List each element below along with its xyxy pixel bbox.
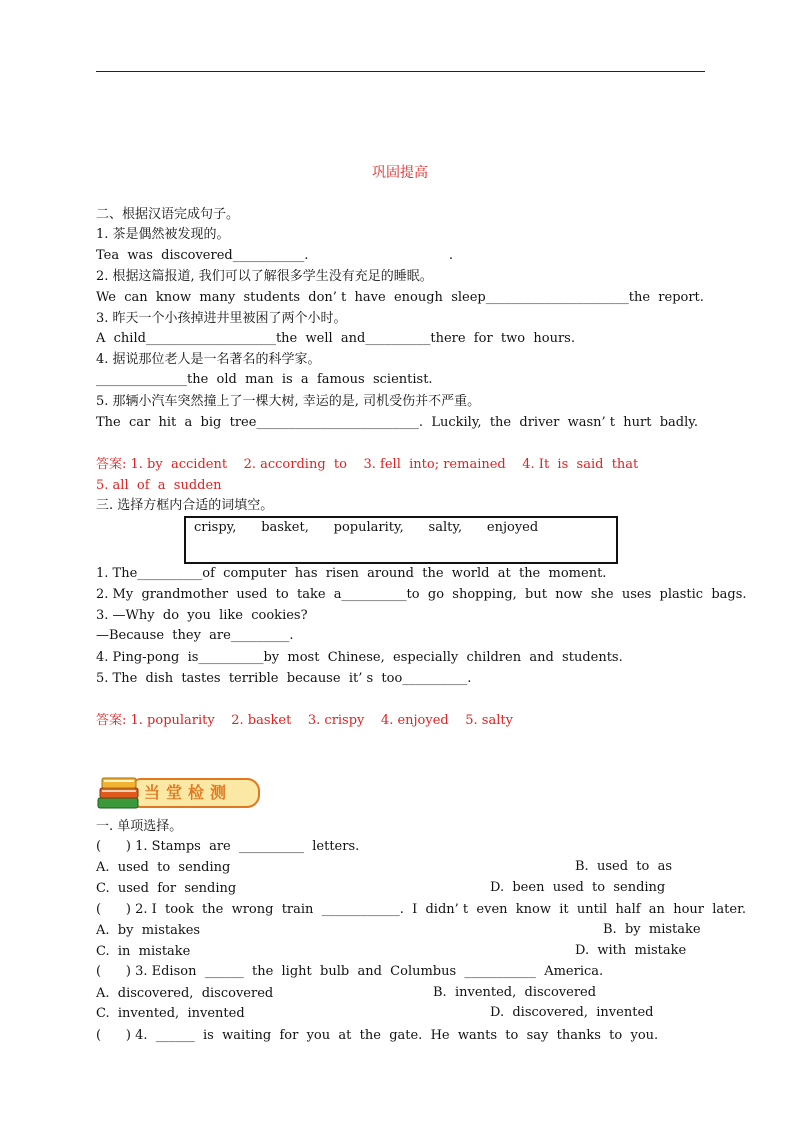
part2-item3-en: A child____________________the well and__________there for two hours. [96, 331, 575, 346]
part2-item3-cn: 3. 昨天一个小孩掉进井里被困了两个小时。 [96, 311, 347, 326]
part2-answer-line2: 5. all of a sudden [96, 478, 222, 493]
q1-option-d: D. been used to sending [490, 880, 666, 895]
part2-item2-en: We can know many students don’ t have enough sleep______________________the report. [96, 290, 704, 305]
part2-item4-en: ______________the old man is a famous scientist. [96, 372, 433, 387]
q1-option-a: A. used to sending [96, 860, 231, 875]
part3-item2: 2. My grandmother used to take a__________to go shopping, but now she uses plastic bags. [96, 587, 747, 602]
part1-heading: 一. 单项选择。 [96, 819, 183, 834]
word-box [184, 516, 618, 564]
part2-heading: 二、根据汉语完成句子。 [96, 207, 240, 222]
part2-item4-cn: 4. 据说那位老人是一名著名的科学家。 [96, 352, 321, 367]
q2-option-d: D. with mistake [575, 943, 687, 958]
header-rule [96, 71, 705, 72]
part2-answer-line1: 答案: 1. by accident 2. according to 3. fell into; remained 4. It is said that [96, 457, 639, 472]
part2-item1-en: Tea was discovered___________. . [96, 248, 453, 263]
q3-option-c: C. invented, invented [96, 1006, 245, 1021]
word-box-words: crispy, basket, popularity, salty, enjoyed [194, 520, 539, 535]
q3-option-b: B. invented, discovered [433, 985, 597, 1000]
part2-item5-cn: 5. 那辆小汽车突然撞上了一棵大树, 幸运的是, 司机受伤并不严重。 [96, 394, 481, 409]
q1-option-b: B. used to as [575, 859, 673, 874]
part3-item3-q: 3. —Why do you like cookies? [96, 608, 308, 623]
q3-option-a: A. discovered, discovered [96, 986, 274, 1001]
part3-item1: 1. The__________of computer has risen around the world at the moment. [96, 566, 607, 581]
q3-stem: ( ) 3. Edison ______ the light bulb and Columbus ___________ America. [96, 964, 604, 979]
part3-item3-a: —Because they are_________. [96, 628, 294, 643]
part2-item5-en: The car hit a big tree_________________________. Luckily, the driver wasn’ t hurt badly. [96, 415, 699, 430]
q3-option-d: D. discovered, invented [490, 1005, 654, 1020]
books-icon [96, 772, 144, 812]
q2-option-c: C. in mistake [96, 944, 191, 959]
part3-item5: 5. The dish tastes terrible because it’ s too__________. [96, 671, 472, 686]
part2-item1-cn: 1. 茶是偶然被发现的。 [96, 227, 230, 242]
part2-item2-cn: 2. 根据这篇报道, 我们可以了解很多学生没有充足的睡眠。 [96, 269, 433, 284]
part3-heading: 三. 选择方框内合适的词填空。 [96, 498, 274, 513]
q1-option-c: C. used for sending [96, 881, 237, 896]
section-title: 巩固提高 [372, 165, 428, 181]
q2-stem: ( ) 2. I took the wrong train ____________. I didn’ t even know it until half an hour later. [96, 902, 746, 917]
q2-option-a: A. by mistakes [96, 923, 201, 938]
q4-stem: ( ) 4. ______ is waiting for you at the gate. He wants to say thanks to you. [96, 1028, 659, 1043]
q2-option-b: B. by mistake [603, 922, 701, 937]
part3-item4: 4. Ping-pong is__________by most Chinese, especially children and students. [96, 650, 623, 665]
section-banner [96, 772, 261, 812]
q1-stem: ( ) 1. Stamps are __________ letters. [96, 839, 360, 854]
banner-text: 当堂检测 [144, 783, 233, 802]
part3-answer: 答案: 1. popularity 2. basket 3. crispy 4. enjoyed 5. salty [96, 713, 513, 728]
